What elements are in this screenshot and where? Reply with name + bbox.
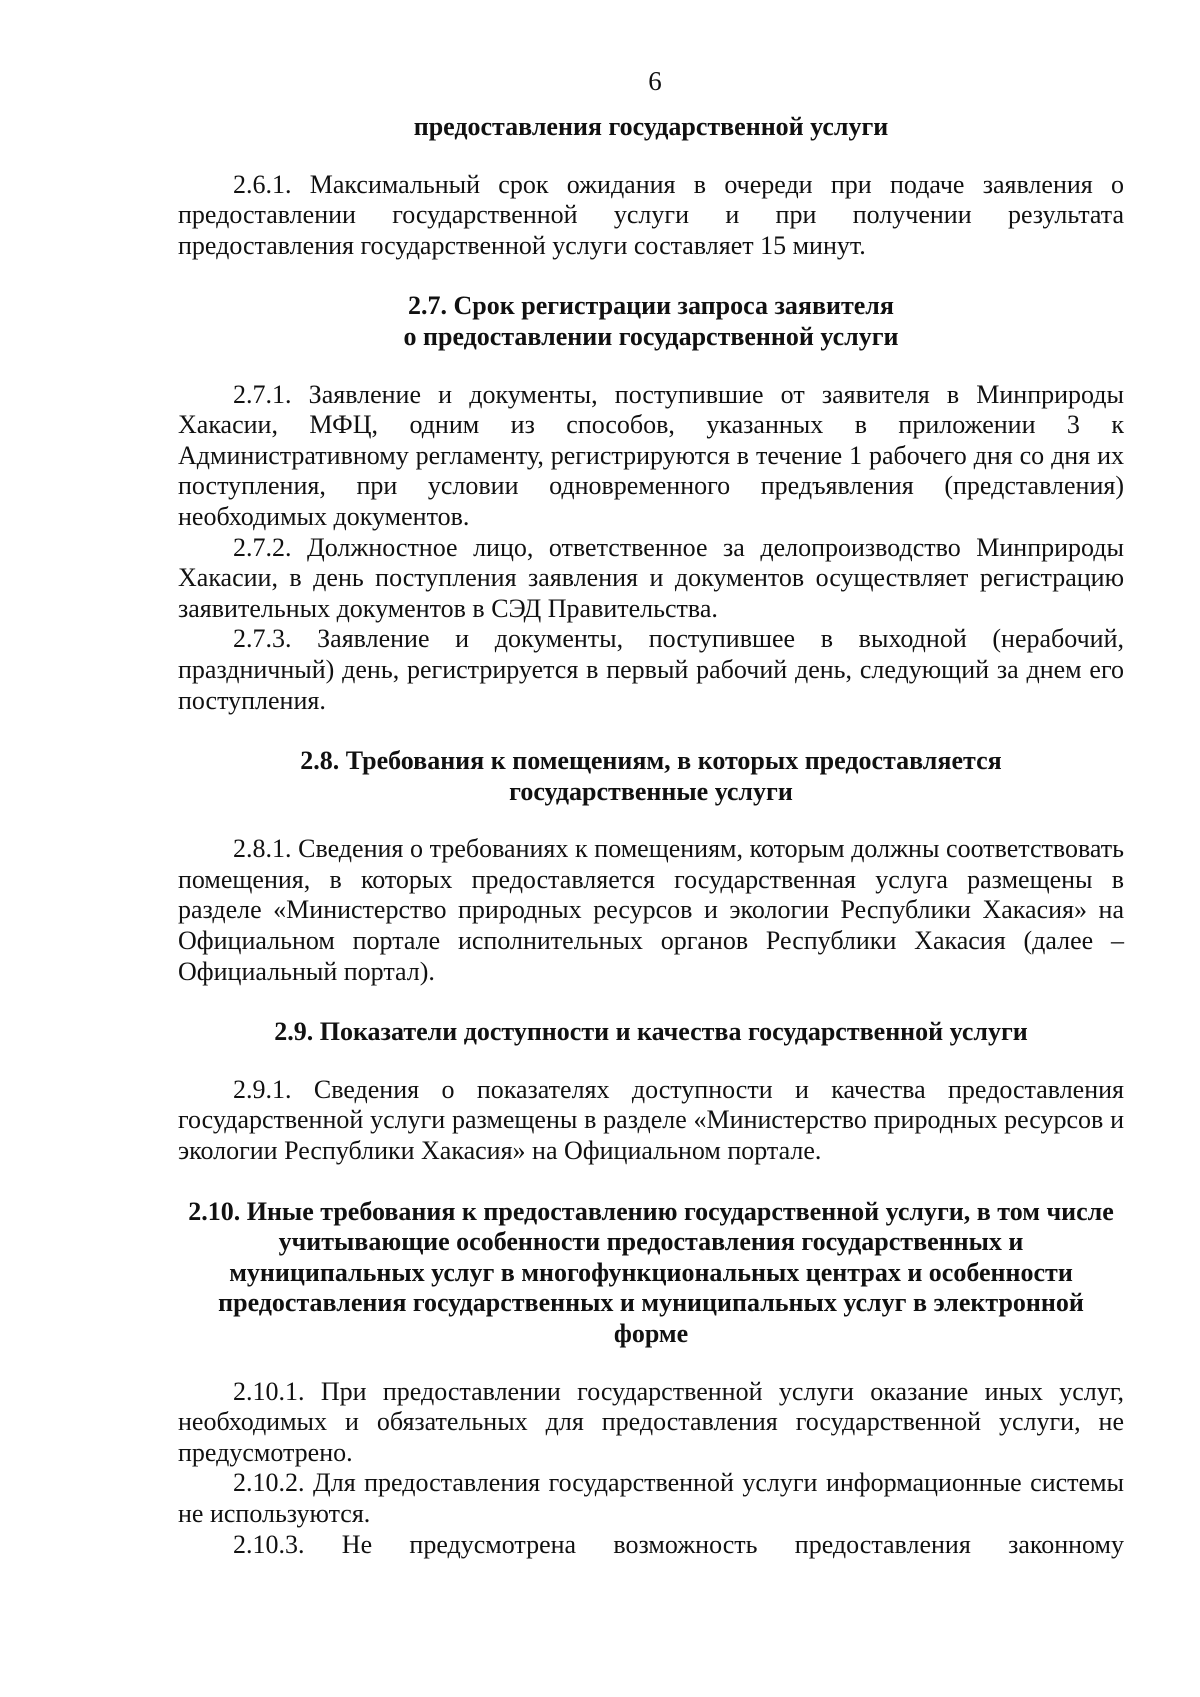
paragraph-2-10-2: 2.10.2. Для предоставления государственной услуги информационные системы не используются. — [178, 1468, 1124, 1528]
section-2-9-heading — [178, 1017, 1124, 1048]
heading-line: 2.9. Показатели доступности и качества государственной услуги — [274, 1017, 1028, 1047]
paragraph-2-10-1: 2.10.1. При предоставлении государственной услуги оказание иных услуг, необходимых и обязательных для предоставления государственной услуги, не предусмотрено. — [178, 1376, 1124, 1467]
section-2-8-heading — [178, 746, 1124, 807]
heading-line: учитывающие особенности предоставления государственных и — [278, 1227, 1024, 1257]
paragraph-2-7-2: 2.7.2. Должностное лицо, ответственное за делопроизводство Минприроды Хакасии, в день поступления заявления и документов осуществляет регистрацию заявительных документов в СЭД Правительства. — [178, 532, 1124, 623]
heading-line: предоставления государственных и муниципальных услуг в электронной — [218, 1288, 1084, 1318]
heading-line: о предоставлении государственной услуги — [403, 321, 899, 351]
paragraph-2-6-1: 2.6.1. Максимальный срок ожидания в очереди при подаче заявления о предоставлении государственной услуги и при получении результата предоставления государственной услуги составляет 15 минут. — [178, 169, 1124, 260]
heading-line: 2.7. Срок регистрации запроса заявителя — [408, 291, 894, 321]
section-2-10-heading — [178, 1197, 1124, 1350]
paragraph-2-7-3: 2.7.3. Заявление и документы, поступившее в выходной (нерабочий, праздничный) день, регистрируется в первый рабочий день, следующий за днем его поступления. — [178, 624, 1124, 715]
heading-line: форме — [613, 1319, 689, 1348]
heading-line: 2.10. Иные требования к предоставлению государственной услуги, в том числе — [188, 1196, 1114, 1226]
paragraph-2-8-1: 2.8.1. Сведения о требованиях к помещениям, которым должны соответствовать помещения, в которых предоставляется государственная услуга размещены в разделе «Министерство природных ресурсов и экологии Республики Хакасия» на Официальном портале исполнительных органов Республики Хакасия (далее – Официальный портал). — [178, 834, 1124, 986]
paragraph-2-10-3: 2.10.3. Не предусмотрена возможность предоставления законному — [233, 1529, 1124, 1559]
paragraph-2-7-1: 2.7.1. Заявление и документы, поступившие от заявителя в Минприроды Хакасии, МФЦ, одним из способов, указанных в приложении 3 к Административному регламенту, регистрируются в течение 1 рабочего дня со дня их поступления, при условии одновременного предъявления (представления) необходимых документов. — [178, 379, 1124, 531]
section-2-7-heading — [178, 291, 1124, 352]
heading-line: муниципальных услуг в многофункциональных центрах и особенности — [229, 1257, 1073, 1287]
heading-line: предоставления государственной услуги — [413, 112, 889, 141]
paragraph-2-9-1: 2.9.1. Сведения о показателях доступности и качества предоставления государственной услуги размещены в разделе «Министерство природных ресурсов и экологии Республики Хакасия» на Официальном портале. — [178, 1074, 1124, 1166]
heading-line: 2.8. Требования к помещениям, в которых предоставляется — [300, 746, 1002, 776]
page-number: 6 — [648, 66, 662, 96]
document-body — [178, 112, 1124, 1560]
heading-line: государственные услуги — [509, 776, 793, 806]
section-2-6-heading-tail — [178, 112, 1124, 143]
